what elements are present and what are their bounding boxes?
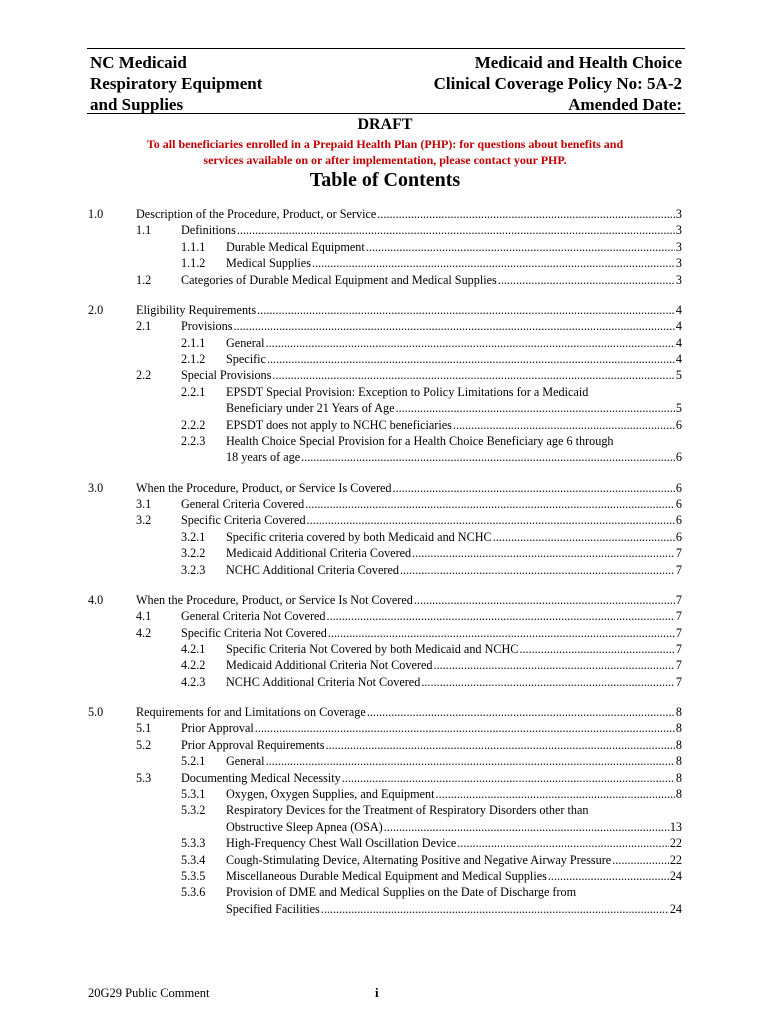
toc-entry-title: Specific: [226, 352, 266, 366]
toc-dot-leader: [493, 529, 675, 546]
toc-entry-page: 5: [675, 368, 682, 383]
toc-entry-title: Documenting Medical Necessity: [181, 770, 341, 785]
toc-dot-leader: [436, 786, 675, 803]
toc-entry-title: Specific criteria covered by both Medicaid and NCHC: [226, 529, 492, 544]
toc-entry-title: Eligibility Requirements: [136, 302, 257, 317]
toc-entry-title: NCHC Additional Criteria Not Covered: [226, 674, 421, 689]
toc-entry-number: 3.2.2: [181, 546, 206, 561]
toc-entry-number: 5.3.3: [181, 836, 206, 851]
toc-entry-title: General: [226, 754, 265, 769]
toc-dot-leader: [366, 239, 675, 256]
toc-entry-title: General Criteria Covered: [181, 497, 305, 511]
toc-entry-number: 2.2.3: [181, 434, 206, 448]
toc-entry-page: 6: [675, 513, 682, 528]
toc-dot-leader: [266, 753, 675, 770]
toc-entry-number: 5.2.1: [181, 754, 206, 769]
toc-dot-leader: [414, 592, 675, 609]
toc-entry-title: Requirements for and Limitations on Coverage: [136, 705, 366, 719]
toc-entry-title: Special Provisions: [181, 368, 272, 383]
toc-entry-title: When the Procedure, Product, or Service Is Not Covered: [136, 592, 413, 607]
toc-entry-title-line1: EPSDT Special Provision: Exception to Policy Limitations for a Medicaid: [226, 384, 589, 399]
toc-entry-number: 5.3.5: [181, 869, 206, 883]
toc-entry-page: 7: [675, 642, 682, 656]
php-notice-line1: To all beneficiaries enrolled in a Prepaid Health Plan (PHP): for questions about benefits and: [146, 137, 624, 151]
header-programs: Medicaid and Health Choice: [474, 53, 682, 72]
toc-entry-page: 3: [675, 256, 682, 271]
toc-entry-title: Definitions: [181, 223, 236, 238]
toc-entry-title: Durable Medical Equipment: [226, 239, 365, 254]
toc-entry-page: 8: [675, 770, 682, 785]
toc-entry-number: 1.1: [136, 223, 152, 238]
toc-entry-page: 24: [669, 901, 682, 916]
toc-entry-title: Medicaid Additional Criteria Not Covered: [226, 658, 433, 673]
toc-dot-leader: [307, 512, 675, 529]
toc-entry-title-line1: Provision of DME and Medical Supplies on the Date of Discharge from: [226, 885, 577, 900]
toc-dot-leader: [233, 318, 674, 335]
toc-entry-title: Cough-Stimulating Device, Alternating Positive and Negative Airway Pressure: [226, 852, 612, 867]
toc-dot-leader: [457, 835, 669, 852]
toc-dot-leader: [326, 737, 675, 754]
toc-dot-leader: [548, 868, 669, 885]
toc-entry-number: 3.2.1: [181, 529, 206, 544]
draft-label: DRAFT: [357, 116, 413, 133]
toc-entry-number: 3.2.3: [181, 562, 206, 577]
toc-dot-leader: [305, 496, 675, 513]
toc-entry-number: 5.3.4: [181, 852, 206, 867]
toc-dot-leader: [267, 351, 675, 368]
toc-entry-title: NCHC Additional Criteria Covered: [226, 562, 399, 577]
toc-entry-number: 3.0: [88, 480, 104, 495]
toc-entry-number: 4.2: [136, 625, 152, 640]
toc-entry-number: 2.1.1: [181, 335, 206, 350]
toc-entry-title: Specified Facilities: [226, 901, 320, 916]
toc-entry-title: Medical Supplies: [226, 256, 311, 271]
header-program: NC Medicaid: [90, 53, 187, 72]
toc-entry-title: When the Procedure, Product, or Service Is Covered: [136, 480, 392, 495]
toc-entry-title: Specific Criteria Not Covered by both Medicaid and NCHC: [226, 642, 519, 656]
toc-dot-leader: [266, 335, 675, 352]
toc-dot-leader: [301, 449, 675, 466]
toc-entry-page: 3: [675, 272, 682, 287]
toc-entry-page: 4: [675, 302, 682, 317]
header-policy-name-line1: Respiratory Equipment: [90, 74, 263, 93]
toc-entry-number: 5.1: [136, 721, 152, 736]
toc-entry-page: 7: [675, 562, 682, 577]
toc-entry-page: 3: [675, 239, 682, 254]
toc-dot-leader: [453, 417, 675, 434]
toc-entry-page: 8: [675, 787, 682, 801]
toc-entry-number: 2.2: [136, 368, 152, 383]
toc-entry-page: 7: [675, 546, 682, 561]
header-policy-name-line2: and Supplies: [90, 95, 184, 114]
toc-dot-leader: [367, 704, 675, 721]
toc-entry-title: General: [226, 335, 265, 350]
toc-entry-title: General Criteria Not Covered: [181, 609, 326, 624]
toc-entry-title: Prior Approval Requirements: [181, 737, 325, 752]
toc-entry-page: 7: [675, 625, 682, 640]
toc-entry-number: 4.2.3: [181, 674, 206, 689]
toc-dot-leader: [327, 608, 675, 625]
toc-entry-title: Specific Criteria Covered: [181, 513, 306, 528]
toc-dot-leader: [384, 819, 669, 836]
toc-entry-title: EPSDT does not apply to NCHC beneficiaries: [226, 417, 452, 432]
toc-dot-leader: [396, 400, 675, 417]
toc-entry-number: 4.1: [136, 609, 152, 624]
toc-entry-title-line1: Health Choice Special Provision for a Health Choice Beneficiary age 6 through: [226, 434, 614, 448]
toc-entry-number: 5.3: [136, 770, 152, 785]
toc-entry-page: 5: [675, 401, 682, 416]
toc-entry-page: 13: [669, 819, 682, 834]
toc-entry-page: 6: [675, 497, 682, 511]
toc-dot-leader: [421, 674, 675, 691]
toc-entry-number: 2.0: [88, 302, 104, 317]
toc-entry-page: 22: [669, 836, 682, 851]
toc-dot-leader: [412, 545, 675, 562]
toc-entry-number: 1.1.1: [181, 239, 206, 254]
toc-entry-page: 4: [675, 319, 682, 334]
toc-entry-title: Miscellaneous Durable Medical Equipment and Medical Supplies: [226, 869, 547, 883]
toc-entry-number: 2.1.2: [181, 352, 206, 366]
header-policy-number: Clinical Coverage Policy No: 5A-2: [433, 74, 682, 93]
toc-dot-leader: [612, 852, 669, 869]
toc-entry-number: 3.1: [136, 497, 152, 511]
toc-dot-leader: [312, 255, 675, 272]
toc-entry-page: 8: [675, 705, 682, 719]
toc-entry-number: 2.2.2: [181, 417, 206, 432]
toc-entry-number: 3.2: [136, 513, 152, 528]
toc-entry-number: 5.2: [136, 737, 152, 752]
toc-entry-number: 5.3.2: [181, 803, 206, 818]
toc-entry-page: 22: [669, 852, 682, 867]
footer-revision: 20G29 Public Comment: [88, 986, 210, 1000]
toc-entry-page: 8: [675, 721, 682, 736]
toc-entry-title: High-Frequency Chest Wall Oscillation Device: [226, 836, 457, 851]
toc-dot-leader: [272, 367, 675, 384]
toc-entry-number: 5.0: [88, 705, 104, 719]
toc-entry-title: Medicaid Additional Criteria Covered: [226, 546, 412, 561]
toc-entry-number: 1.2: [136, 272, 152, 287]
toc-entry-page: 7: [675, 658, 682, 673]
toc-entry-title: Obstructive Sleep Apnea (OSA): [226, 819, 383, 834]
toc-dot-leader: [255, 720, 675, 737]
toc-entry-page: 7: [675, 609, 682, 624]
toc-entry-page: 24: [669, 869, 682, 883]
toc-entry-title: Description of the Procedure, Product, or Service: [136, 207, 377, 221]
toc-dot-leader: [257, 302, 675, 319]
toc-entry-page: 8: [675, 737, 682, 752]
toc-dot-leader: [377, 206, 675, 223]
toc-entry-page: 6: [675, 450, 682, 465]
toc-entry-page: 3: [675, 223, 682, 238]
toc-entry-number: 5.3.1: [181, 787, 206, 801]
toc-dot-leader: [321, 901, 669, 918]
toc-entry-title: Provisions: [181, 319, 233, 334]
toc-entry-title: Prior Approval: [181, 721, 254, 736]
toc-dot-leader: [393, 480, 675, 497]
toc-entry-page: 4: [675, 335, 682, 350]
toc-entry-page: 8: [675, 754, 682, 769]
toc-title: Table of Contents: [309, 169, 461, 191]
toc-entry-title: Categories of Durable Medical Equipment and Medical Supplies: [181, 272, 497, 287]
toc-entry-title: Beneficiary under 21 Years of Age: [226, 401, 395, 416]
toc-entry-number: 1.1.2: [181, 256, 206, 271]
toc-dot-leader: [519, 641, 674, 658]
toc-entry-page: 6: [675, 529, 682, 544]
toc-entry-number: 2.1: [136, 319, 152, 334]
toc-dot-leader: [237, 222, 675, 239]
toc-entry-number: 2.2.1: [181, 384, 206, 399]
toc-dot-leader: [328, 625, 675, 642]
toc-entry-title: 18 years of age: [226, 450, 301, 465]
toc-entry-page: 6: [675, 480, 682, 495]
toc-entry-page: 7: [675, 674, 682, 689]
toc-dot-leader: [400, 562, 675, 579]
toc-entry-number: 4.0: [88, 592, 104, 607]
toc-entry-number: 4.2.2: [181, 658, 206, 673]
toc-entry-number: 4.2.1: [181, 642, 206, 656]
toc-entry-title-line1: Respiratory Devices for the Treatment of Respiratory Disorders other than: [226, 803, 589, 818]
toc-entry-page: 7: [675, 592, 682, 607]
toc-dot-leader: [342, 770, 675, 787]
toc-entry-page: 3: [675, 207, 682, 221]
toc-entry-page: 4: [675, 352, 682, 366]
toc-entry-number: 5.3.6: [181, 885, 206, 900]
toc-entry-title: Oxygen, Oxygen Supplies, and Equipment: [226, 787, 435, 801]
header-amended-date: Amended Date:: [568, 95, 682, 114]
toc-dot-leader: [433, 657, 674, 674]
toc-entry-title: Specific Criteria Not Covered: [181, 625, 327, 640]
php-notice-line2: services available on or after implementation, please contact your PHP.: [203, 153, 567, 167]
toc-dot-leader: [498, 272, 675, 289]
toc-entry-page: 6: [675, 417, 682, 432]
footer-page-number: i: [375, 985, 379, 1000]
toc-entry-number: 1.0: [88, 207, 104, 221]
